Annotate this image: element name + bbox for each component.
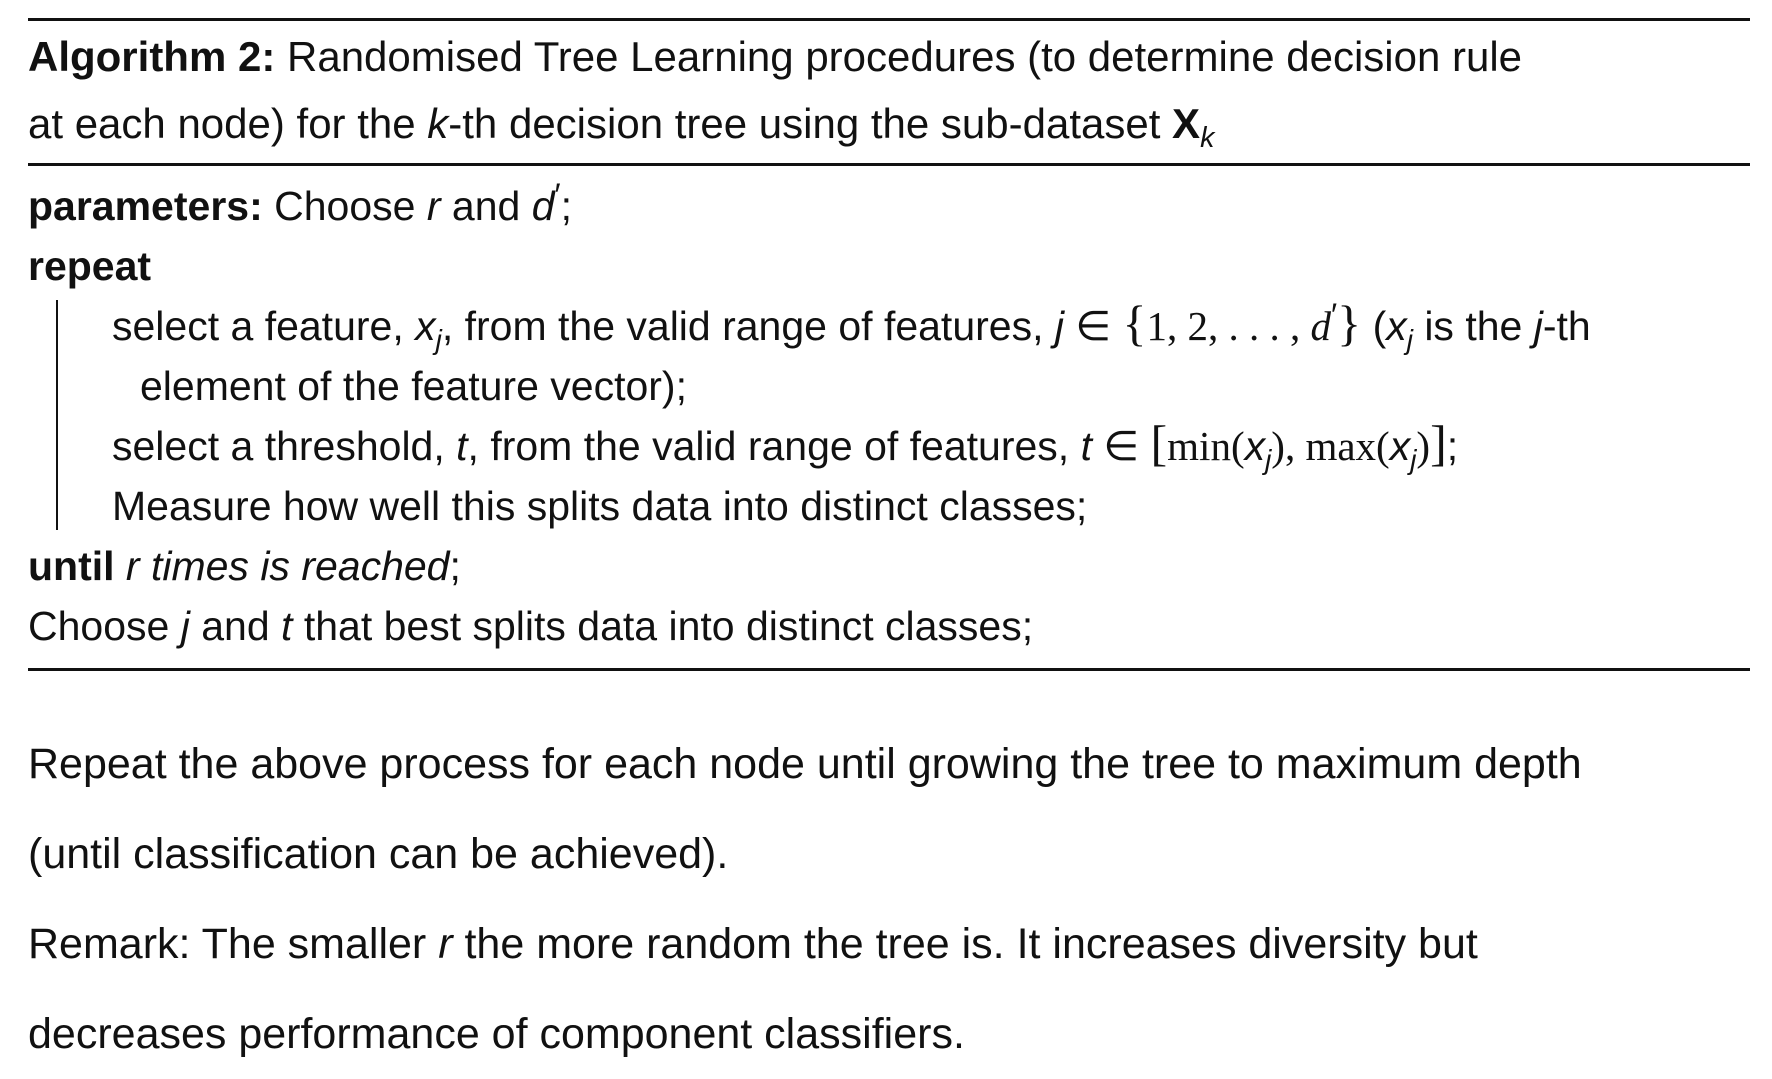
step2-close-paren: ) — [1416, 423, 1431, 469]
step2-open-bracket: [ — [1150, 415, 1168, 471]
remark-line-2: decreases performance of component classifiers. — [28, 1010, 965, 1058]
until-end: ; — [449, 543, 461, 589]
caption-line-1 — [28, 23, 1750, 90]
algorithm-caption — [28, 21, 1750, 163]
until-line — [28, 536, 1750, 596]
step3-text: Measure how well this splits data into distinct classes; — [112, 483, 1088, 529]
step2-end: ; — [1446, 423, 1459, 469]
until-r: r — [114, 543, 140, 589]
step2-close-bracket: ] — [1430, 415, 1447, 471]
repeat-label: repeat — [28, 243, 152, 289]
step2-x2: x — [1389, 423, 1411, 469]
until-text: times is reached — [139, 543, 450, 589]
algorithm-label: Algorithm 2: — [28, 33, 276, 80]
step-select-threshold — [28, 416, 1750, 476]
repeat-line — [28, 236, 1750, 296]
step1-j2: j — [1533, 303, 1543, 349]
parameters-text: Choose — [262, 183, 427, 229]
repeat-body — [28, 296, 1750, 536]
step1-cont-text: element of the feature vector); — [140, 363, 687, 409]
notes-section — [28, 719, 1750, 1079]
caption-k: k — [427, 100, 449, 147]
parameters-label: parameters: — [28, 183, 263, 229]
algorithm-body — [28, 166, 1750, 668]
remark-line-1 — [28, 899, 1750, 989]
param-d: d — [531, 183, 555, 229]
step1-in: ∈ — [1063, 303, 1123, 349]
caption-text-2b: -th decision tree using the sub-dataset — [448, 100, 1173, 147]
caption-text-2a: at each node) for the — [28, 100, 428, 147]
choose-text-c: that best splits data into distinct classes; — [292, 603, 1034, 649]
step-select-feature — [28, 296, 1750, 356]
repeat-note-line-2: (until classification can be achieved). — [28, 830, 729, 878]
step1-set-open: { — [1122, 295, 1147, 351]
step1-set-values: 1, 2, . . . , — [1146, 303, 1311, 349]
step1-text-c: ( — [1361, 303, 1387, 349]
step1-text-b: , from the valid range of features, — [441, 303, 1055, 349]
bottom-rule — [28, 668, 1750, 671]
step1-text-d: is the — [1412, 303, 1534, 349]
choose-text-a: Choose — [28, 603, 181, 649]
step2-t2: t — [1080, 423, 1092, 469]
until-label: until — [28, 543, 115, 589]
choose-j: j — [180, 603, 190, 649]
param-d-prime: ′ — [554, 176, 561, 214]
repeat-block-bar — [56, 300, 58, 530]
step2-text-a: select a threshold, — [112, 423, 457, 469]
step1-x-sub: j — [435, 323, 442, 355]
remark-text-b: the more random the tree is. It increases diversity but — [452, 920, 1478, 968]
step2-x: x — [1244, 423, 1266, 469]
step1-text-e: -th — [1542, 303, 1591, 349]
step2-x-sub: j — [1265, 443, 1272, 475]
repeat-note-line-1: Repeat the above process for each node until growing the tree to maximum depth — [28, 740, 1582, 788]
step2-text-b: , from the valid range of features, — [467, 423, 1081, 469]
parameters-line — [28, 176, 1750, 236]
step1-set-d: d — [1310, 303, 1331, 349]
step1-set-close: } — [1337, 295, 1362, 351]
choose-text-b: and — [189, 603, 282, 649]
parameters-end: ; — [560, 183, 573, 229]
step-measure — [28, 476, 1750, 536]
choose-line — [28, 596, 1750, 656]
step-select-feature-continued — [28, 356, 1750, 416]
step2-in: ∈ — [1092, 423, 1151, 469]
remark-text-a: Remark: The smaller — [28, 920, 439, 968]
step2-min: min( — [1167, 423, 1245, 469]
step1-set-prime: ′ — [1331, 296, 1338, 334]
step2-t: t — [456, 423, 468, 469]
remark-r: r — [438, 920, 453, 968]
caption-X-subscript: k — [1200, 122, 1215, 155]
choose-t: t — [281, 603, 293, 649]
algorithm-figure — [28, 18, 1750, 1079]
step2-max: ), max( — [1271, 423, 1390, 469]
caption-line-2 — [28, 90, 1750, 157]
step2-x2-sub: j — [1410, 443, 1417, 475]
parameters-and: and — [440, 183, 532, 229]
caption-text-1: Randomised Tree Learning procedures (to determine decision rule — [287, 33, 1523, 80]
step1-x2-sub: j — [1406, 323, 1413, 355]
step1-x2: x — [1386, 303, 1407, 349]
step1-x: x — [415, 303, 436, 349]
caption-X: X — [1172, 100, 1201, 147]
step1-j: j — [1054, 303, 1064, 349]
param-r: r — [426, 183, 441, 229]
step1-text-a: select a feature, — [112, 303, 416, 349]
